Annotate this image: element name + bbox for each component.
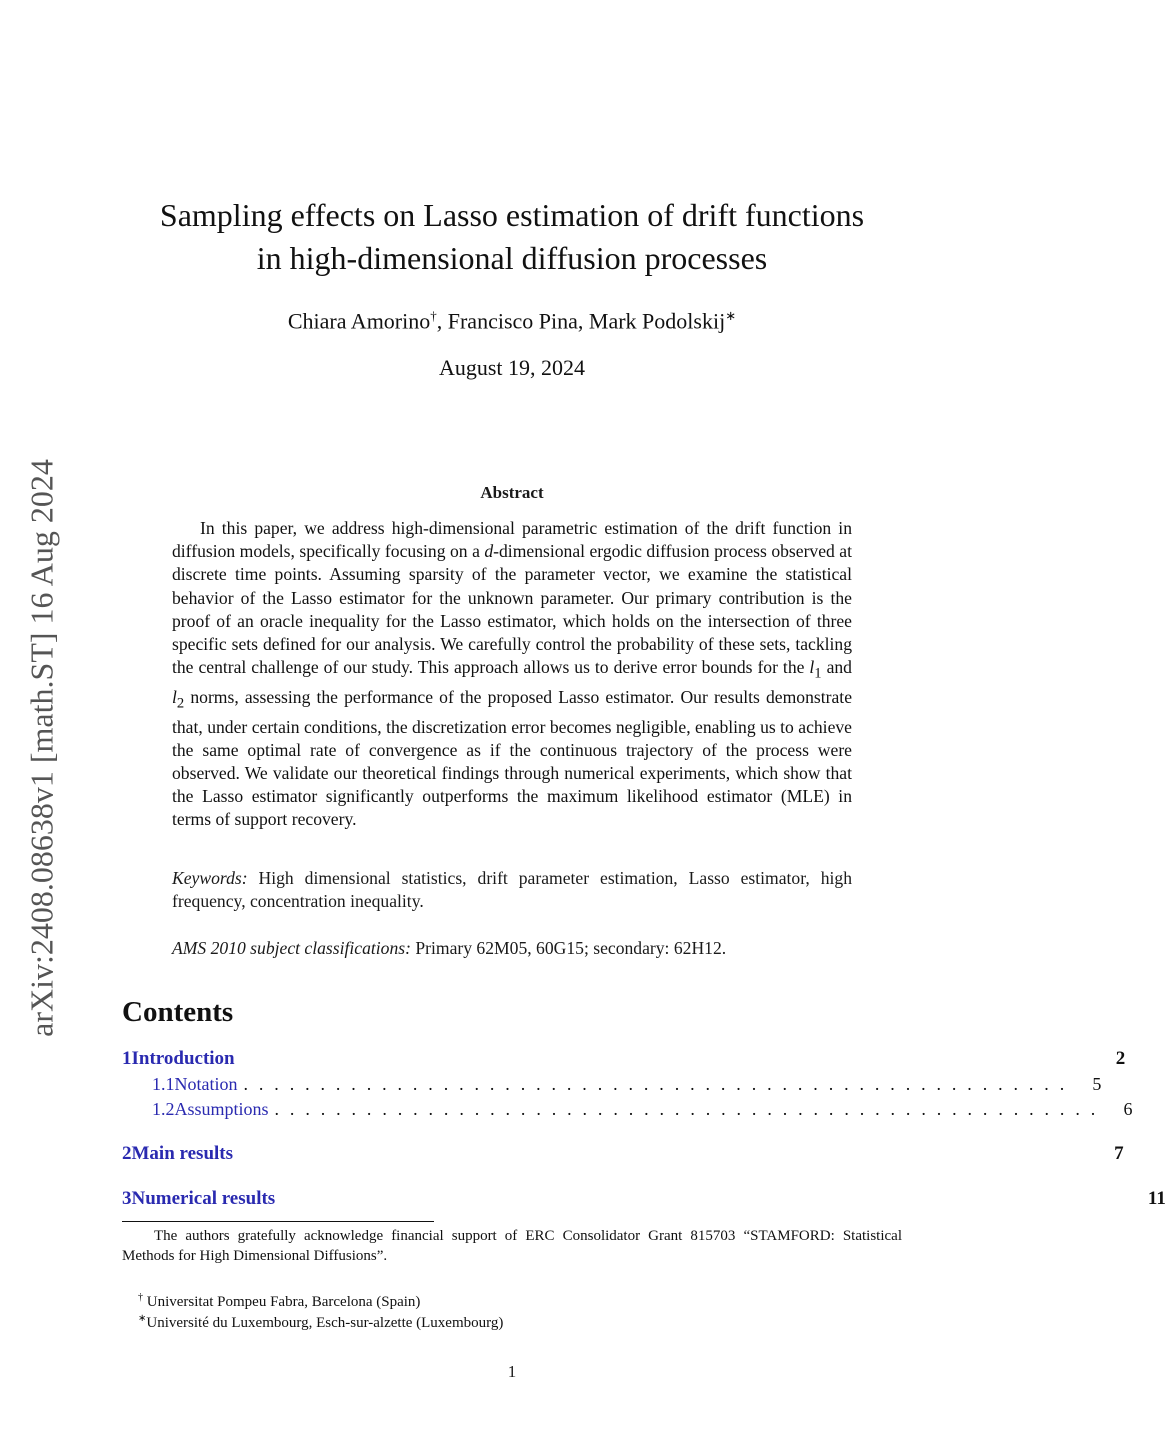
footnote-dagger-mark: † [138,1292,143,1303]
paper-date: August 19, 2024 [438,355,586,380]
footnote-funding: The authors gratefully acknowledge financial support of ERC Consolidator Grant 815703 “STAMFORD: Statistical Methods for High Dimensional Diffusions”. [122,1228,902,1264]
footnote-star-text: Université du Luxembourg, Esch-sur-alzette (Luxembourg) [146,1315,504,1331]
toc-number: 1.1 [152,1074,175,1094]
keywords-text: High dimensional statistics, drift parameter estimation, Lasso estimator, high frequency, concentration inequality. [172,868,852,912]
toc-entry-notation[interactable] [122,1074,1102,1098]
toc-page: 11 [1147,1188,1166,1209]
title-line-2: in high-dimensional diffusion processes [256,240,768,276]
toc-leader: . . . . . . . . . . . . . . . . . . . . . . . . . . . . . . . . . . . . . . . . . . . . . . . . . . . . . . [274,1099,1099,1119]
abstract-body [172,517,852,832]
toc-label: Assumptions [174,1099,269,1119]
contents-heading: Contents [122,996,234,1028]
ams-classification [172,937,852,960]
toc-label: Main results [131,1143,234,1164]
abstract-norm-l2: l [172,686,177,707]
arxiv-sidebar-stamp [19,428,65,1068]
toc-page: 5 [1092,1074,1102,1094]
ams-label: AMS 2010 subject classifications: [172,938,411,958]
author-amorino-mark: † [430,308,437,323]
toc-number: 1 [122,1048,132,1069]
toc-entry-assumptions[interactable] [122,1099,1133,1123]
toc-page: 6 [1123,1099,1133,1119]
footnote-star [122,1309,918,1333]
title-line-1: Sampling effects on Lasso estimation of drift functions [159,197,865,233]
paper-title [110,194,914,280]
author-pina: Francisco Pina [447,308,578,334]
toc-page: 2 [1115,1048,1126,1069]
page-number: 1 [507,1362,517,1381]
author-podolskij-mark: ∗ [725,308,737,323]
toc-entry-numerical-results[interactable] [122,1188,1166,1212]
author-amorino: Chiara Amorino [287,308,431,334]
keywords-label: Keywords: [172,868,248,888]
footnote-dagger-text: Universitat Pompeu Fabra, Barcelona (Spain) [143,1294,421,1310]
abstract-heading: Abstract [480,483,544,502]
arxiv-id-text: arXiv:2408.08638v1 [math.ST] 16 Aug 2024 [23,459,60,1037]
toc-entry-main-results[interactable] [122,1143,1124,1167]
ams-text: Primary 62M05, 60G15; secondary: 62H12. [410,938,727,958]
toc-number: 3 [122,1188,132,1209]
footnote-star-mark: ∗ [138,1313,147,1324]
abstract-text-2: -dimensional ergodic diffusion process observed at discrete time points. Assuming sparsity of the parameter vector, we examine the statistical behavior of the Lasso estimator for the unknown parameter. Our primary contribution is the proof of an oracle inequality for the Lasso estimator, which holds on the intersection of three specific sets defined for our analysis. We carefully control the probability of these sets, tackling the central challenge of our study. This approach allows us to derive error bounds for the [172,541,852,678]
footnote-rule [122,1221,434,1222]
toc-entry-introduction[interactable] [122,1048,1126,1072]
abstract-text-4: norms, assessing the performance of the proposed Lasso estimator. Our results demonstrate that, under certain conditions, the discretization error becomes negligible, enabling us to achieve the same optimal rate of convergence as if the continuous trajectory of the process were observed. We validate our theoretical findings through numerical experiments, which show that the Lasso estimator significantly outperforms the maximum likelihood estimator (MLE) in terms of support recovery. [172,686,852,830]
toc-label: Numerical results [131,1188,276,1209]
abstract-norm-l1: l [809,657,815,678]
abstract-var-d: d [484,541,494,562]
toc-page: 7 [1114,1143,1124,1164]
toc-number: 1.2 [152,1099,175,1119]
abstract-norm-l2-sub: 2 [176,695,185,712]
toc-number: 2 [122,1143,132,1164]
author-list: Chiara Amorino†, Francisco Pina, Mark Podolskij∗ [287,308,737,334]
author-podolskij: Mark Podolskij [588,308,726,334]
keywords [172,867,852,913]
toc-leader: . . . . . . . . . . . . . . . . . . . . . . . . . . . . . . . . . . . . . . . . . . . . . . . . . . . . . . [243,1074,1068,1094]
abstract-norm-l1-sub: 1 [814,665,822,682]
toc-label: Notation [174,1074,238,1094]
abstract-text-1: In this paper, we address high-dimensional parametric estimation of the drift function in diffusion models, specifically focusing on a [172,518,852,562]
abstract-text-3: and [821,657,852,678]
toc-label: Introduction [131,1048,235,1069]
